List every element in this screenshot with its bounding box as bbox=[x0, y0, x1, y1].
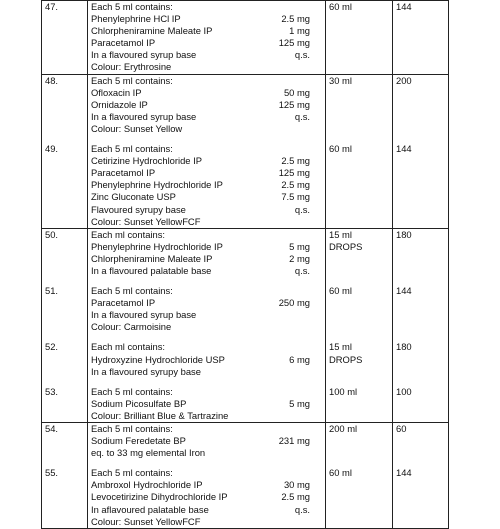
composition-line bbox=[91, 179, 322, 191]
ingredient-name: Each 5 ml contains: bbox=[91, 467, 173, 479]
cell-filler bbox=[329, 25, 389, 37]
quantity: 200 bbox=[396, 74, 412, 86]
serial-number: 51. bbox=[45, 285, 59, 297]
cell-filler bbox=[396, 49, 445, 61]
ingredient-name: In a flavoured palatable base bbox=[91, 264, 212, 276]
composition-line bbox=[91, 75, 322, 87]
cell-filler bbox=[396, 123, 445, 135]
ingredient-quantity: 6 mg bbox=[289, 353, 310, 365]
ingredient-quantity: q.s. bbox=[294, 503, 310, 515]
composition-line bbox=[91, 297, 322, 309]
pack-size: 200 ml bbox=[329, 423, 358, 434]
pack-size: 60 ml bbox=[329, 285, 352, 297]
cell-filler bbox=[329, 297, 389, 309]
entry-spacer bbox=[45, 277, 84, 285]
entry-spacer bbox=[329, 378, 389, 386]
pack-size-cell bbox=[326, 1, 393, 75]
ingredient-quantity: 125 mg bbox=[278, 98, 310, 110]
product-table bbox=[41, 0, 449, 529]
serial-number-cell bbox=[42, 423, 88, 529]
ingredient-quantity: 2 mg bbox=[289, 252, 310, 264]
cell-filler bbox=[329, 111, 389, 123]
quantity: 144 bbox=[396, 285, 412, 297]
pack-size: 30 ml bbox=[329, 74, 352, 86]
ingredient-name: Each 5 ml contains: bbox=[91, 385, 173, 397]
entry-spacer bbox=[91, 277, 322, 285]
ingredient-name: Levocetirizine Dihydrochloride IP bbox=[91, 491, 228, 503]
entry-spacer bbox=[396, 277, 445, 285]
ingredient-name: Phenylephrine HCl IP bbox=[91, 13, 181, 25]
composition-line bbox=[91, 447, 322, 459]
cell-filler bbox=[396, 435, 445, 447]
ingredient-quantity: 2.5 mg bbox=[281, 491, 310, 503]
ingredient-quantity: q.s. bbox=[294, 264, 310, 276]
composition-line bbox=[91, 61, 322, 73]
composition-cell bbox=[88, 74, 326, 228]
quantity: 180 bbox=[396, 228, 412, 240]
entry-spacer bbox=[329, 459, 389, 467]
ingredient-name: Each 5 ml contains: bbox=[91, 423, 173, 434]
table-row bbox=[42, 228, 449, 422]
composition-line bbox=[91, 241, 322, 253]
composition-line bbox=[91, 49, 322, 61]
cell-filler bbox=[329, 504, 389, 516]
cell-filler bbox=[329, 191, 389, 203]
ingredient-name: In aflavoured palatable base bbox=[91, 503, 209, 515]
serial-number: 49. bbox=[45, 143, 59, 155]
composition-line bbox=[91, 123, 322, 135]
ingredient-quantity: 125 mg bbox=[278, 167, 310, 179]
cell-filler bbox=[329, 447, 389, 459]
cell-filler bbox=[396, 479, 445, 491]
composition-line bbox=[91, 410, 322, 422]
product-table-body bbox=[42, 1, 449, 529]
ingredient-quantity: 1 mg bbox=[289, 25, 310, 37]
ingredient-name: Each 5 ml contains: bbox=[91, 285, 173, 297]
composition-line bbox=[91, 398, 322, 410]
ingredient-name: Each 5 ml contains: bbox=[91, 1, 173, 12]
cell-filler bbox=[45, 13, 84, 25]
cell-filler bbox=[396, 25, 445, 37]
cell-filler bbox=[45, 297, 84, 309]
cell-filler bbox=[329, 253, 389, 265]
serial-number: 48. bbox=[45, 74, 59, 86]
composition-line bbox=[91, 504, 322, 516]
composition-line bbox=[91, 191, 322, 203]
cell-filler bbox=[45, 265, 84, 277]
cell-filler bbox=[396, 309, 445, 321]
serial-number: 55. bbox=[45, 467, 59, 479]
ingredient-name: Each ml contains: bbox=[91, 341, 165, 353]
cell-filler bbox=[45, 37, 84, 49]
ingredient-name: Each 5 ml contains: bbox=[91, 143, 173, 155]
cell-filler bbox=[396, 265, 445, 277]
serial-number: 53. bbox=[45, 385, 59, 397]
cell-filler bbox=[45, 87, 84, 99]
cell-filler bbox=[396, 111, 445, 123]
pack-size-cell bbox=[326, 423, 393, 529]
ingredient-quantity: 7.5 mg bbox=[281, 191, 310, 203]
entry-spacer bbox=[45, 333, 84, 341]
pack-size: 60 ml bbox=[329, 143, 352, 155]
cell-filler bbox=[396, 366, 445, 378]
cell-filler bbox=[396, 491, 445, 503]
ingredient-quantity: 2.5 mg bbox=[281, 179, 310, 191]
pack-size: 60 ml bbox=[329, 467, 352, 479]
cell-filler bbox=[45, 447, 84, 459]
cell-filler bbox=[45, 321, 84, 333]
composition-line bbox=[91, 516, 322, 528]
ingredient-quantity: 125 mg bbox=[278, 37, 310, 49]
cell-filler bbox=[329, 516, 389, 528]
composition-line bbox=[91, 204, 322, 216]
ingredient-name: Colour: Sunset Yellow bbox=[91, 122, 183, 134]
composition-line bbox=[91, 386, 322, 398]
cell-filler bbox=[45, 49, 84, 61]
ingredient-name: Sodium Picosulfate BP bbox=[91, 397, 187, 409]
ingredient-quantity: q.s. bbox=[294, 110, 310, 122]
cell-filler bbox=[329, 204, 389, 216]
ingredient-quantity: 2.5 mg bbox=[281, 155, 310, 167]
entry-spacer bbox=[91, 333, 322, 341]
ingredient-name: Colour: Erythrosine bbox=[91, 61, 172, 73]
cell-filler bbox=[396, 216, 445, 228]
composition-line bbox=[91, 111, 322, 123]
composition-line bbox=[91, 37, 322, 49]
cell-filler bbox=[396, 191, 445, 203]
cell-filler bbox=[329, 479, 389, 491]
cell-filler bbox=[396, 516, 445, 528]
ingredient-name: Paracetamol IP bbox=[91, 37, 156, 49]
composition-line bbox=[91, 216, 322, 228]
cell-filler bbox=[45, 516, 84, 528]
ingredient-name: Sodium Feredetate BP bbox=[91, 435, 186, 447]
pack-size: DROPS bbox=[329, 240, 363, 252]
cell-filler bbox=[329, 179, 389, 191]
ingredient-name: Paracetamol IP bbox=[91, 297, 156, 309]
ingredient-name: Ornidazole IP bbox=[91, 98, 148, 110]
cell-filler bbox=[45, 111, 84, 123]
ingredient-name: Each 5 ml contains: bbox=[91, 74, 173, 86]
cell-filler bbox=[396, 13, 445, 25]
entry-spacer bbox=[91, 459, 322, 467]
cell-filler bbox=[396, 99, 445, 111]
quantity: 144 bbox=[396, 467, 412, 479]
composition-line bbox=[91, 491, 322, 503]
cell-filler bbox=[396, 61, 445, 73]
cell-filler bbox=[45, 204, 84, 216]
entry-spacer bbox=[91, 135, 322, 143]
cell-filler bbox=[45, 504, 84, 516]
cell-filler bbox=[396, 241, 445, 253]
entry-spacer bbox=[396, 333, 445, 341]
ingredient-name: Cetirizine Hydrochloride IP bbox=[91, 155, 202, 167]
cell-filler bbox=[396, 398, 445, 410]
cell-filler bbox=[329, 37, 389, 49]
ingredient-name: Colour: Sunset YellowFCF bbox=[91, 215, 201, 227]
cell-filler bbox=[45, 309, 84, 321]
cell-filler bbox=[396, 354, 445, 366]
cell-filler bbox=[329, 435, 389, 447]
composition-line bbox=[91, 423, 322, 435]
ingredient-name: Chlorpheniramine Maleate IP bbox=[91, 25, 213, 37]
cell-filler bbox=[329, 321, 389, 333]
cell-filler bbox=[45, 479, 84, 491]
quantity-cell bbox=[393, 423, 449, 529]
ingredient-name: In a flavoured syrup base bbox=[91, 309, 197, 321]
cell-filler bbox=[45, 179, 84, 191]
composition-line bbox=[91, 229, 322, 241]
cell-filler bbox=[329, 155, 389, 167]
pack-size-cell bbox=[326, 74, 393, 228]
composition-line bbox=[91, 25, 322, 37]
ingredient-name: Hydroxyzine Hydrochloride USP bbox=[91, 353, 225, 365]
composition-cell bbox=[88, 228, 326, 422]
cell-filler bbox=[45, 491, 84, 503]
composition-line bbox=[91, 467, 322, 479]
ingredient-name: Chlorpheniramine Maleate IP bbox=[91, 252, 213, 264]
cell-filler bbox=[329, 265, 389, 277]
cell-filler bbox=[45, 167, 84, 179]
serial-number: 50. bbox=[45, 228, 59, 240]
cell-filler bbox=[396, 179, 445, 191]
composition-line bbox=[91, 143, 322, 155]
entry-spacer bbox=[329, 135, 389, 143]
ingredient-quantity: 2.5 mg bbox=[281, 13, 310, 25]
pack-size-cell bbox=[326, 228, 393, 422]
cell-filler bbox=[45, 253, 84, 265]
composition-line bbox=[91, 341, 322, 353]
composition-line bbox=[91, 354, 322, 366]
serial-number-cell bbox=[42, 228, 88, 422]
composition-line bbox=[91, 167, 322, 179]
entry-spacer bbox=[329, 333, 389, 341]
ingredient-quantity: 250 mg bbox=[278, 297, 310, 309]
cell-filler bbox=[329, 61, 389, 73]
quantity: 180 bbox=[396, 341, 412, 353]
pack-size: 15 ml bbox=[329, 341, 352, 353]
quantity: 144 bbox=[396, 143, 412, 155]
cell-filler bbox=[396, 37, 445, 49]
entry-spacer bbox=[45, 378, 84, 386]
serial-number-cell bbox=[42, 74, 88, 228]
ingredient-name: Flavoured syrupy base bbox=[91, 203, 186, 215]
cell-filler bbox=[329, 309, 389, 321]
cell-filler bbox=[329, 13, 389, 25]
pack-size: DROPS bbox=[329, 353, 363, 365]
quantity: 144 bbox=[396, 1, 412, 12]
pack-size: 15 ml bbox=[329, 228, 352, 240]
cell-filler bbox=[329, 216, 389, 228]
composition-line bbox=[91, 13, 322, 25]
entry-spacer bbox=[396, 135, 445, 143]
entry-spacer bbox=[45, 135, 84, 143]
ingredient-name: Colour: Brilliant Blue & Tartrazine bbox=[91, 409, 229, 421]
table-row bbox=[42, 74, 449, 228]
composition-line bbox=[91, 155, 322, 167]
ingredient-name: Phenylephrine Hydrochloride IP bbox=[91, 179, 223, 191]
cell-filler bbox=[329, 167, 389, 179]
composition-line bbox=[91, 309, 322, 321]
quantity-cell bbox=[393, 228, 449, 422]
composition-cell bbox=[88, 423, 326, 529]
ingredient-quantity: 5 mg bbox=[289, 397, 310, 409]
quantity-cell bbox=[393, 74, 449, 228]
cell-filler bbox=[396, 204, 445, 216]
entry-spacer bbox=[329, 277, 389, 285]
composition-line bbox=[91, 479, 322, 491]
ingredient-name: eq. to 33 mg elemental Iron bbox=[91, 447, 206, 459]
entry-spacer bbox=[45, 459, 84, 467]
cell-filler bbox=[396, 87, 445, 99]
pack-size: 100 ml bbox=[329, 385, 358, 397]
composition-line bbox=[91, 1, 322, 13]
ingredient-quantity: 231 mg bbox=[278, 435, 310, 447]
cell-filler bbox=[45, 25, 84, 37]
cell-filler bbox=[396, 504, 445, 516]
composition-line bbox=[91, 435, 322, 447]
cell-filler bbox=[396, 447, 445, 459]
ingredient-name: In a flavoured syrup base bbox=[91, 110, 197, 122]
cell-filler bbox=[396, 410, 445, 422]
cell-filler bbox=[396, 253, 445, 265]
cell-filler bbox=[329, 366, 389, 378]
composition-line bbox=[91, 87, 322, 99]
cell-filler bbox=[329, 49, 389, 61]
cell-filler bbox=[329, 410, 389, 422]
cell-filler bbox=[45, 354, 84, 366]
cell-filler bbox=[45, 123, 84, 135]
cell-filler bbox=[396, 297, 445, 309]
quantity: 60 bbox=[396, 423, 407, 434]
cell-filler bbox=[45, 216, 84, 228]
composition-line bbox=[91, 253, 322, 265]
ingredient-quantity: q.s. bbox=[294, 49, 310, 61]
serial-number: 54. bbox=[45, 423, 59, 434]
ingredient-name: In a flavoured syrupy base bbox=[91, 365, 201, 377]
cell-filler bbox=[45, 410, 84, 422]
composition-line bbox=[91, 285, 322, 297]
cell-filler bbox=[329, 99, 389, 111]
entry-spacer bbox=[396, 378, 445, 386]
entry-spacer bbox=[396, 459, 445, 467]
ingredient-name: In a flavoured syrup base bbox=[91, 49, 197, 61]
ingredient-name: Colour: Sunset YellowFCF bbox=[91, 515, 201, 527]
ingredient-name: Ambroxol Hydrochloride IP bbox=[91, 479, 203, 491]
serial-number-cell bbox=[42, 1, 88, 75]
ingredient-quantity: q.s. bbox=[294, 203, 310, 215]
cell-filler bbox=[45, 435, 84, 447]
ingredient-quantity: 50 mg bbox=[283, 86, 310, 98]
entry-spacer bbox=[91, 378, 322, 386]
cell-filler bbox=[45, 398, 84, 410]
composition-line bbox=[91, 265, 322, 277]
ingredient-name: Phenylephrine Hydrochloride IP bbox=[91, 240, 223, 252]
quantity-cell bbox=[393, 1, 449, 75]
composition-cell bbox=[88, 1, 326, 75]
cell-filler bbox=[45, 366, 84, 378]
table-row bbox=[42, 1, 449, 75]
composition-line bbox=[91, 99, 322, 111]
cell-filler bbox=[329, 398, 389, 410]
cell-filler bbox=[396, 155, 445, 167]
serial-number: 47. bbox=[45, 1, 59, 12]
cell-filler bbox=[45, 155, 84, 167]
cell-filler bbox=[45, 61, 84, 73]
ingredient-quantity: 30 mg bbox=[283, 479, 310, 491]
cell-filler bbox=[329, 491, 389, 503]
composition-line bbox=[91, 321, 322, 333]
ingredient-name: Zinc Gluconate USP bbox=[91, 191, 176, 203]
ingredient-name: Ofloxacin IP bbox=[91, 86, 142, 98]
pack-size: 60 ml bbox=[329, 1, 352, 12]
cell-filler bbox=[396, 167, 445, 179]
cell-filler bbox=[45, 191, 84, 203]
cell-filler bbox=[45, 241, 84, 253]
cell-filler bbox=[329, 87, 389, 99]
table-row bbox=[42, 423, 449, 529]
composition-line bbox=[91, 366, 322, 378]
ingredient-name: Each ml contains: bbox=[91, 228, 165, 240]
cell-filler bbox=[329, 123, 389, 135]
serial-number: 52. bbox=[45, 341, 59, 353]
quantity: 100 bbox=[396, 385, 412, 397]
cell-filler bbox=[45, 99, 84, 111]
ingredient-quantity: 5 mg bbox=[289, 240, 310, 252]
ingredient-name: Paracetamol IP bbox=[91, 167, 156, 179]
cell-filler bbox=[396, 321, 445, 333]
ingredient-name: Colour: Carmoisine bbox=[91, 321, 172, 333]
